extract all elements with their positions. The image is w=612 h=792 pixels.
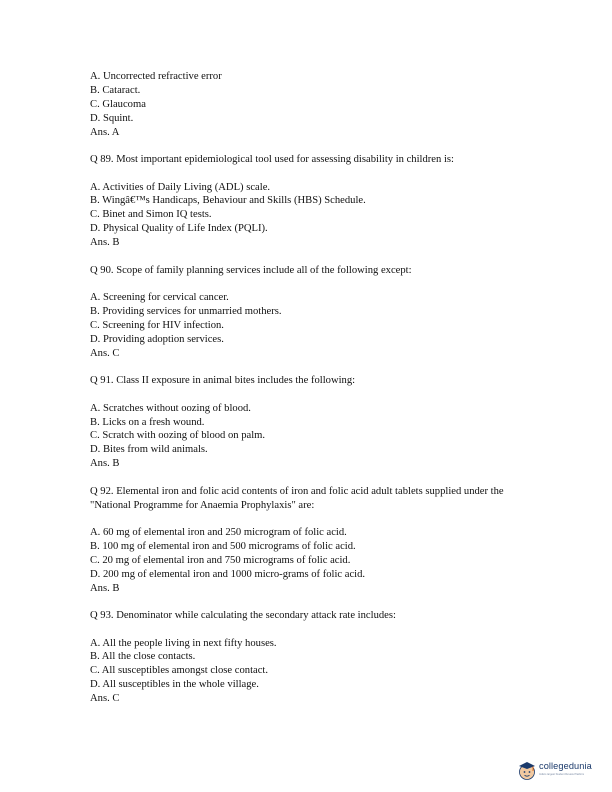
option-c: C. 20 mg of elemental iron and 750 micrograms of folic acid. (90, 554, 351, 566)
question-block-88 (90, 70, 530, 140)
option-d: D. Bites from wild animals. (90, 444, 208, 456)
answer: Ans. B (90, 458, 120, 470)
question-block-89 (90, 153, 530, 250)
option-c: C. Glaucoma (90, 98, 146, 110)
question-stem: Q 92. Elemental iron and folic acid contents of iron and folic acid adult tablets supplied under the "National Programme for Anaemia Prophylaxis" are: (90, 485, 504, 511)
option-c: C. Scratch with oozing of blood on palm. (90, 430, 266, 442)
question-block-93 (90, 609, 530, 706)
option-a: A. Screening for cervical cancer. (90, 292, 229, 304)
logo-wordmark: collegedunia (539, 761, 592, 771)
option-b: B. Licks on a fresh wound. (90, 416, 205, 428)
option-d: D. Physical Quality of Life Index (PQLI). (90, 223, 268, 235)
question-stem: Q 93. Denominator while calculating the secondary attack rate includes: (90, 610, 396, 622)
question-stem: Q 91. Class II exposure in animal bites includes the following: (90, 375, 356, 387)
question-list (90, 70, 530, 720)
logo-tagline: India's largest Student Review Platform (539, 773, 585, 776)
option-d: D. All susceptibles in the whole village. (90, 679, 259, 691)
option-c: C. Binet and Simon IQ tests. (90, 209, 212, 221)
option-d: D. Providing adoption services. (90, 333, 224, 345)
option-b: B. Wingâ€™s Handicaps, Behaviour and Skills (HBS) Schedule. (90, 195, 366, 207)
answer: Ans. C (90, 693, 120, 705)
graduate-mascot-icon (517, 759, 537, 781)
option-b: B. Providing services for unmarried mothers. (90, 305, 282, 317)
option-b: B. 100 mg of elemental iron and 500 micrograms of folic acid. (90, 540, 356, 552)
answer: Ans. C (90, 347, 120, 359)
answer: Ans. B (90, 237, 120, 249)
question-stem: Q 90. Scope of family planning services include all of the following except: (90, 264, 412, 276)
option-c: C. All susceptibles amongst close contact. (90, 665, 269, 677)
collegedunia-logo[interactable] (517, 756, 603, 784)
question-block-91 (90, 374, 530, 471)
question-block-92 (90, 485, 530, 596)
option-a: A. Uncorrected refractive error (90, 71, 222, 82)
question-stem: Q 89. Most important epidemiological tool used for assessing disability in children is: (90, 154, 454, 166)
answer: Ans. B (90, 582, 120, 594)
question-block-90 (90, 264, 530, 361)
option-a: A. 60 mg of elemental iron and 250 microgram of folic acid. (90, 527, 347, 539)
option-a: A. All the people living in next fifty houses. (90, 637, 277, 649)
option-a: A. Scratches without oozing of blood. (90, 402, 251, 414)
option-c: C. Screening for HIV infection. (90, 319, 224, 331)
answer: Ans. A (90, 126, 120, 138)
option-d: D. 200 mg of elemental iron and 1000 micro-grams of folic acid. (90, 568, 366, 580)
option-b: B. Cataract. (90, 84, 141, 96)
option-d: D. Squint. (90, 112, 134, 124)
option-a: A. Activities of Daily Living (ADL) scale. (90, 181, 271, 193)
option-b: B. All the close contacts. (90, 651, 196, 663)
